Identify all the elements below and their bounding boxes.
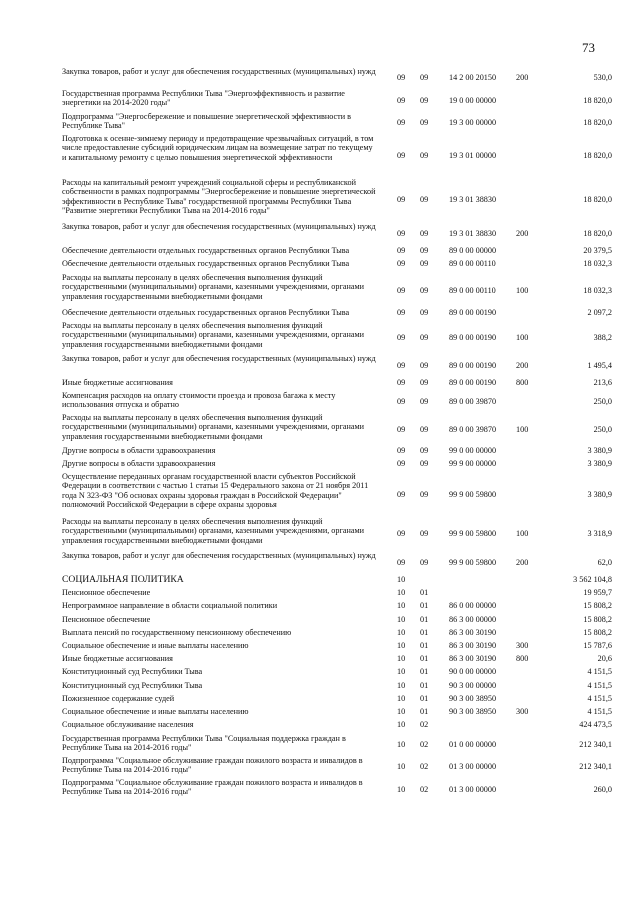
table-row [62, 472, 612, 517]
table-row [62, 654, 612, 667]
row-description: Расходы на выплаты персоналу в целях обеспечения выполнения функций государственными (муниципальными) органами, казенными учреждениями, органами управления государственными внебюджетными фондами [62, 321, 365, 349]
section-code: 10 [397, 588, 406, 597]
section-code: 10 [397, 654, 406, 663]
row-description: Обеспечение деятельности отдельных государственных органов Республики Тыва [62, 308, 350, 317]
target-article-code: 89 0 00 00110 [449, 259, 496, 268]
amount: 18 032,3 [583, 259, 612, 268]
table-row [62, 308, 612, 321]
row-description: Выплата пенсий по государственному пенсионному обеспечению [62, 628, 292, 637]
table-row [62, 67, 612, 89]
subsection-code: 02 [420, 720, 429, 729]
subsection-code: 01 [420, 628, 429, 637]
amount: 15 787,6 [583, 641, 612, 650]
row-description: Другие вопросы в области здравоохранения [62, 446, 216, 455]
section-code: 09 [397, 246, 406, 255]
target-article-code: 19 3 01 38830 [449, 195, 497, 204]
row-description: Подпрограмма "Социальное обслуживание граждан пожилого возраста и инвалидов в Республике Тыва на 2014-2016 годы" [62, 756, 363, 775]
target-article-code: 99 9 00 00000 [449, 459, 497, 468]
row-description: Иные бюджетные ассигнования [62, 378, 173, 387]
section-code: 09 [397, 259, 406, 268]
subsection-code: 01 [420, 601, 429, 610]
target-article-code: 89 0 00 00190 [449, 361, 497, 370]
subsection-code: 01 [420, 681, 429, 690]
expense-type-code: 300 [516, 641, 529, 650]
target-article-code: 19 3 00 00000 [449, 118, 497, 127]
row-description: Компенсация расходов на оплату стоимости проезда и провоза багажа к месту использования отпуска и обратно [62, 391, 336, 410]
table-row [62, 681, 612, 694]
subsection-code: 09 [420, 459, 429, 468]
subsection-code: 01 [420, 707, 429, 716]
amount: 250,0 [593, 397, 612, 406]
target-article-code: 01 3 00 00000 [449, 762, 497, 771]
row-description: Закупка товаров, работ и услуг для обеспечения государственных (муниципальных) нужд [62, 354, 376, 363]
row-description: Пенсионное обеспечение [62, 615, 151, 624]
amount: 250,0 [593, 425, 612, 434]
subsection-code: 09 [420, 229, 429, 238]
subsection-code: 01 [420, 694, 429, 703]
table-row [62, 134, 612, 178]
amount: 260,0 [593, 785, 612, 794]
section-code: 09 [397, 529, 406, 538]
target-article-code: 01 0 00 00000 [449, 740, 497, 749]
subsection-code: 09 [420, 96, 429, 105]
amount: 15 808,2 [583, 615, 612, 624]
row-description: Подпрограмма "Социальное обслуживание граждан пожилого возраста и инвалидов в Республике Тыва на 2014-2016 годы" [62, 778, 363, 797]
row-description: Конституционный суд Республики Тыва [62, 667, 203, 676]
section-code: 09 [397, 229, 406, 238]
amount: 212 340,1 [579, 740, 612, 749]
expense-type-code: 200 [516, 73, 529, 82]
subsection-code: 01 [420, 667, 429, 676]
section-code: 09 [397, 459, 406, 468]
subsection-code: 09 [420, 195, 429, 204]
table-row [62, 628, 612, 641]
section-code: 10 [397, 575, 406, 584]
amount: 3 380,9 [587, 459, 612, 468]
subsection-code: 09 [420, 446, 429, 455]
amount: 2 097,2 [587, 308, 612, 317]
target-article-code: 86 3 00 30190 [449, 654, 497, 663]
row-description: Государственная программа Республики Тыва "Энергоэффективность и развитие энергетики на 2014-2020 годы" [62, 89, 345, 108]
target-article-code: 99 9 00 59800 [449, 558, 497, 567]
target-article-code: 86 3 00 00000 [449, 615, 497, 624]
section-code: 09 [397, 446, 406, 455]
row-description: СОЦИАЛЬНАЯ ПОЛИТИКА [62, 574, 184, 585]
section-code: 10 [397, 707, 406, 716]
target-article-code: 89 0 00 39870 [449, 425, 497, 434]
subsection-code: 09 [420, 151, 429, 160]
section-code: 10 [397, 641, 406, 650]
target-article-code: 99 0 00 00000 [449, 446, 497, 455]
amount: 15 808,2 [583, 601, 612, 610]
row-description: Расходы на капитальный ремонт учреждений социальной сферы и республиканской собственности в рамках подпрограммы "Энергосбережение и повышение энергетической эффективности в Республике Тыва" государственной программы Республики Тыва "Развитие энергетики Республики Тыва на 2014-2016 годы" [62, 178, 376, 216]
row-description: Закупка товаров, работ и услуг для обеспечения государственных (муниципальных) нужд [62, 551, 376, 560]
amount: 19 959,7 [583, 588, 612, 597]
amount: 62,0 [597, 558, 612, 567]
row-description: Конституционный суд Республики Тыва [62, 681, 203, 690]
amount: 3 562 104,8 [573, 575, 612, 584]
table-row [62, 459, 612, 472]
table-row [62, 734, 612, 756]
section-code: 09 [397, 378, 406, 387]
target-article-code: 89 0 00 00190 [449, 333, 497, 342]
subsection-code: 09 [420, 490, 429, 499]
row-description: Расходы на выплаты персоналу в целях обеспечения выполнения функций государственными (муниципальными) органами, казенными учреждениями, органами управления государственными внебюджетными фондами [62, 273, 365, 301]
subsection-code: 02 [420, 785, 429, 794]
subsection-code: 09 [420, 73, 429, 82]
target-article-code: 86 0 00 00000 [449, 601, 497, 610]
section-code: 09 [397, 397, 406, 406]
table-row [62, 321, 612, 354]
section-code: 09 [397, 96, 406, 105]
amount: 18 032,3 [583, 286, 612, 295]
section-code: 09 [397, 308, 406, 317]
subsection-code: 01 [420, 641, 429, 650]
section-code: 09 [397, 425, 406, 434]
table-row [62, 588, 612, 601]
expense-type-code: 800 [516, 654, 529, 663]
expense-type-code: 100 [516, 286, 529, 295]
section-code: 09 [397, 490, 406, 499]
section-code: 10 [397, 615, 406, 624]
table-row [62, 413, 612, 446]
table-row [62, 517, 612, 551]
target-article-code: 19 3 01 00000 [449, 151, 497, 160]
subsection-code: 09 [420, 286, 429, 295]
row-description: Закупка товаров, работ и услуг для обеспечения государственных (муниципальных) нужд [62, 67, 376, 76]
section-code: 10 [397, 628, 406, 637]
amount: 18 820,0 [583, 118, 612, 127]
table-row [62, 615, 612, 628]
target-article-code: 89 0 00 00000 [449, 246, 497, 255]
expense-type-code: 200 [516, 229, 529, 238]
table-row [62, 259, 612, 273]
section-code: 09 [397, 151, 406, 160]
amount: 4 151,5 [587, 667, 612, 676]
row-description: Пенсионное обеспечение [62, 588, 151, 597]
section-code: 10 [397, 785, 406, 794]
table-row [62, 641, 612, 654]
subsection-code: 09 [420, 118, 429, 127]
table-row [62, 667, 612, 681]
subsection-code: 01 [420, 654, 429, 663]
amount: 18 820,0 [583, 151, 612, 160]
subsection-code: 09 [420, 425, 429, 434]
subsection-code: 09 [420, 333, 429, 342]
section-code: 10 [397, 601, 406, 610]
subsection-code: 09 [420, 246, 429, 255]
table-row [62, 707, 612, 720]
target-article-code: 89 0 00 39870 [449, 397, 497, 406]
target-article-code: 19 0 00 00000 [449, 96, 497, 105]
page-number: 73 [582, 40, 595, 55]
amount: 4 151,5 [587, 681, 612, 690]
table-row [62, 446, 612, 459]
target-article-code: 90 0 00 00000 [449, 667, 497, 676]
subsection-code: 01 [420, 615, 429, 624]
expense-type-code: 300 [516, 707, 529, 716]
amount: 212 340,1 [579, 762, 612, 771]
table-row [62, 354, 612, 378]
table-row [62, 112, 612, 134]
section-code: 10 [397, 694, 406, 703]
target-article-code: 89 0 00 00190 [449, 378, 497, 387]
table-row [62, 551, 612, 575]
target-article-code: 14 2 00 20150 [449, 73, 497, 82]
section-code: 09 [397, 118, 406, 127]
subsection-code: 09 [420, 361, 429, 370]
row-description: Расходы на выплаты персоналу в целях обеспечения выполнения функций государственными (муниципальными) органами, казенными учреждениями, органами управления государственными внебюджетными фондами [62, 413, 365, 441]
expense-type-code: 200 [516, 361, 529, 370]
amount: 530,0 [593, 73, 612, 82]
table-row [62, 694, 612, 707]
amount: 3 380,9 [587, 490, 612, 499]
amount: 3 380,9 [587, 446, 612, 455]
table-row [62, 601, 612, 615]
subsection-code: 09 [420, 308, 429, 317]
section-code: 10 [397, 740, 406, 749]
row-description: Пожизненное содержание судей [62, 694, 175, 703]
target-article-code: 90 3 00 38950 [449, 694, 497, 703]
table-row [62, 756, 612, 778]
expense-type-code: 100 [516, 529, 529, 538]
expense-type-code: 200 [516, 558, 529, 567]
subsection-code: 09 [420, 378, 429, 387]
section-code: 09 [397, 558, 406, 567]
expense-type-code: 800 [516, 378, 529, 387]
amount: 20 379,5 [583, 246, 612, 255]
amount: 424 473,5 [579, 720, 612, 729]
subsection-code: 09 [420, 558, 429, 567]
subsection-code: 02 [420, 762, 429, 771]
row-description: Закупка товаров, работ и услуг для обеспечения государственных (муниципальных) нужд [62, 222, 376, 231]
table-row [62, 222, 612, 246]
section-code: 09 [397, 73, 406, 82]
amount: 18 820,0 [583, 229, 612, 238]
target-article-code: 86 3 00 30190 [449, 628, 497, 637]
subsection-code: 09 [420, 397, 429, 406]
subsection-code: 09 [420, 529, 429, 538]
table-row [62, 720, 612, 734]
row-description: Подпрограмма "Энергосбережение и повышение энергетической эффективности в Республике Тыва" [62, 112, 352, 131]
row-description: Социальное обеспечение и иные выплаты населению [62, 641, 249, 650]
section-code: 09 [397, 361, 406, 370]
table-row [62, 778, 612, 802]
section-code: 10 [397, 681, 406, 690]
amount: 15 808,2 [583, 628, 612, 637]
row-description: Расходы на выплаты персоналу в целях обеспечения выполнения функций государственными (муниципальными) органами, казенными учреждениями, органами управления государственными внебюджетными фондами [62, 517, 365, 545]
amount: 18 820,0 [583, 195, 612, 204]
target-article-code: 19 3 01 38830 [449, 229, 497, 238]
table-row [62, 89, 612, 112]
row-description: Иные бюджетные ассигнования [62, 654, 173, 663]
subsection-code: 01 [420, 588, 429, 597]
amount: 4 151,5 [587, 694, 612, 703]
amount: 1 495,4 [587, 361, 612, 370]
row-description: Другие вопросы в области здравоохранения [62, 459, 216, 468]
row-description: Подготовка к осенне-зимнему периоду и предотвращение чрезвычайных ситуаций, в том числе предоставление субсидий юридическим лицам на возмещение затрат по текущему и капитальному ремонту с целью повышения энергетической эффективности [62, 134, 374, 162]
target-article-code: 99 9 00 59800 [449, 490, 497, 499]
expense-type-code: 100 [516, 425, 529, 434]
section-code: 10 [397, 667, 406, 676]
section-code: 09 [397, 286, 406, 295]
subsection-code: 09 [420, 259, 429, 268]
row-description: Обеспечение деятельности отдельных государственных органов Республики Тыва [62, 246, 350, 255]
table-row [62, 391, 612, 413]
section-code: 10 [397, 720, 406, 729]
table-row [62, 178, 612, 222]
amount: 3 318,9 [587, 529, 612, 538]
row-description: Государственная программа Республики Тыва "Социальная поддержка граждан в Республике Тыва на 2014-2016 годы" [62, 734, 346, 753]
subsection-code: 02 [420, 740, 429, 749]
amount: 213,6 [593, 378, 612, 387]
target-article-code: 99 9 00 59800 [449, 529, 497, 538]
table-row [62, 273, 612, 308]
amount: 388,2 [593, 333, 612, 342]
row-description: Социальное обеспечение и иные выплаты населению [62, 707, 249, 716]
target-article-code: 89 0 00 00190 [449, 308, 497, 317]
table-row [62, 378, 612, 391]
section-code: 10 [397, 762, 406, 771]
target-article-code: 01 3 00 00000 [449, 785, 497, 794]
amount: 4 151,5 [587, 707, 612, 716]
expense-type-code: 100 [516, 333, 529, 342]
row-description: Обеспечение деятельности отдельных государственных органов Республики Тыва [62, 259, 350, 268]
target-article-code: 89 0 00 00110 [449, 286, 496, 295]
amount: 20,6 [597, 654, 612, 663]
row-description: Социальное обслуживание населения [62, 720, 194, 729]
row-description: Непрограммное направление в области социальной политики [62, 601, 278, 610]
table-row [62, 575, 612, 588]
amount: 18 820,0 [583, 96, 612, 105]
row-description: Осуществление переданных органам государственной власти субъектов Российской Федерации в соответствии с частью 1 статьи 15 Федерального закона от 21 ноября 2011 года N 323-ФЗ "Об основах охраны здоровья граждан в Российской Федерации" полномочий Российской Федерации в сфере охраны здоровья [62, 472, 369, 510]
target-article-code: 90 3 00 00000 [449, 681, 497, 690]
section-code: 09 [397, 333, 406, 342]
target-article-code: 90 3 00 38950 [449, 707, 497, 716]
table-row [62, 246, 612, 259]
section-code: 09 [397, 195, 406, 204]
target-article-code: 86 3 00 30190 [449, 641, 497, 650]
